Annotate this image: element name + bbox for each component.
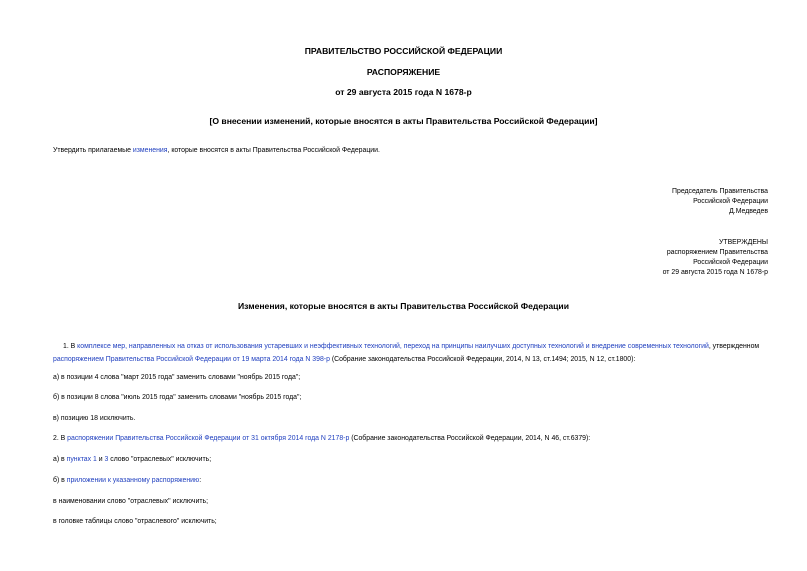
complex-measures-link[interactable]: комплексе мер, направленных на отказ от использования устаревших и неэффективных технологий, переход на принципы наилучших доступных технологий и внедрение современных технологий <box>77 343 709 350</box>
item-2-number: 2. В <box>53 435 68 442</box>
government-heading: ПРАВИТЕЛЬСТВО РОССИЙСКОЙ ФЕДЕРАЦИИ <box>304 46 503 56</box>
item-1a: а) в позиции 4 слова "март 2015 года" заменить словами "ноябрь 2015 года"; <box>53 374 301 381</box>
signature-title: Председатель Правительства <box>672 188 768 195</box>
item-2a-and: и <box>96 456 105 463</box>
document-type: РАСПОРЯЖЕНИЕ <box>366 67 441 77</box>
item-1-number: 1. В <box>63 343 78 350</box>
points-1-link[interactable]: пунктах 1 <box>66 456 97 463</box>
item-1b: б) в позиции 8 слова "июль 2015 года" заменить словами "ноябрь 2015 года"; <box>53 394 302 401</box>
approval-line4: от 29 августа 2015 года N 1678-р <box>662 269 768 276</box>
item-1-tail: (Собрание законодательства Российской Федерации, 2014, N 13, ст.1494; 2015, N 12, ст.1800): <box>329 355 636 363</box>
intro-paragraph <box>53 146 380 155</box>
item-1c: в) позицию 18 исключить. <box>53 415 136 422</box>
point-3-link[interactable]: 3 <box>104 456 109 463</box>
item-2-tail: (Собрание законодательства Российской Федерации, 2014, N 46, ст.6379): <box>349 435 591 442</box>
order-398-link[interactable]: распоряжением Правительства Российской Федерации от 19 марта 2014 года N 398-р <box>53 355 330 363</box>
signature-name: Д.Медведев <box>729 208 768 215</box>
document-date-number: от 29 августа 2015 года N 1678-р <box>335 87 472 97</box>
approval-heading: УТВЕРЖДЕНЫ <box>719 239 768 246</box>
approval-line3: Российской Федерации <box>693 259 768 266</box>
item-2a-suffix: слово "отраслевых" исключить; <box>108 456 212 463</box>
changes-link[interactable]: изменения <box>132 147 168 154</box>
item-2-paragraph <box>53 434 590 443</box>
item-2a <box>53 455 211 464</box>
changes-title: Изменения, которые вносятся в акты Правительства Российской Федерации <box>237 301 569 311</box>
item-2b-suffix: : <box>199 477 202 484</box>
document-title: [О внесении изменений, которые вносятся в акты Правительства Российской Федерации] <box>209 116 598 126</box>
item-2b-1: в наименовании слово "отраслевых" исключить; <box>53 498 208 505</box>
signature-org: Российской Федерации <box>693 198 768 205</box>
order-2178-link[interactable]: распоряжении Правительства Российской Федерации от 31 октября 2014 года N 2178-р <box>67 435 350 442</box>
item-2b <box>53 476 201 485</box>
intro-suffix: , которые вносятся в акты Правительства Российской Федерации. <box>167 147 380 154</box>
item-2a-prefix: а) в <box>53 456 67 463</box>
item-1-mid: , утвержденном <box>708 343 760 350</box>
item-1-paragraph <box>53 341 769 366</box>
item-2b-prefix: б) в <box>53 477 67 484</box>
item-2b-2: в головке таблицы слово "отраслевого" исключить; <box>53 518 217 525</box>
intro-prefix: Утвердить прилагаемые <box>53 147 133 154</box>
appendix-link[interactable]: приложении к указанному распоряжению <box>66 477 200 484</box>
approval-line2: распоряжением Правительства <box>666 249 768 256</box>
